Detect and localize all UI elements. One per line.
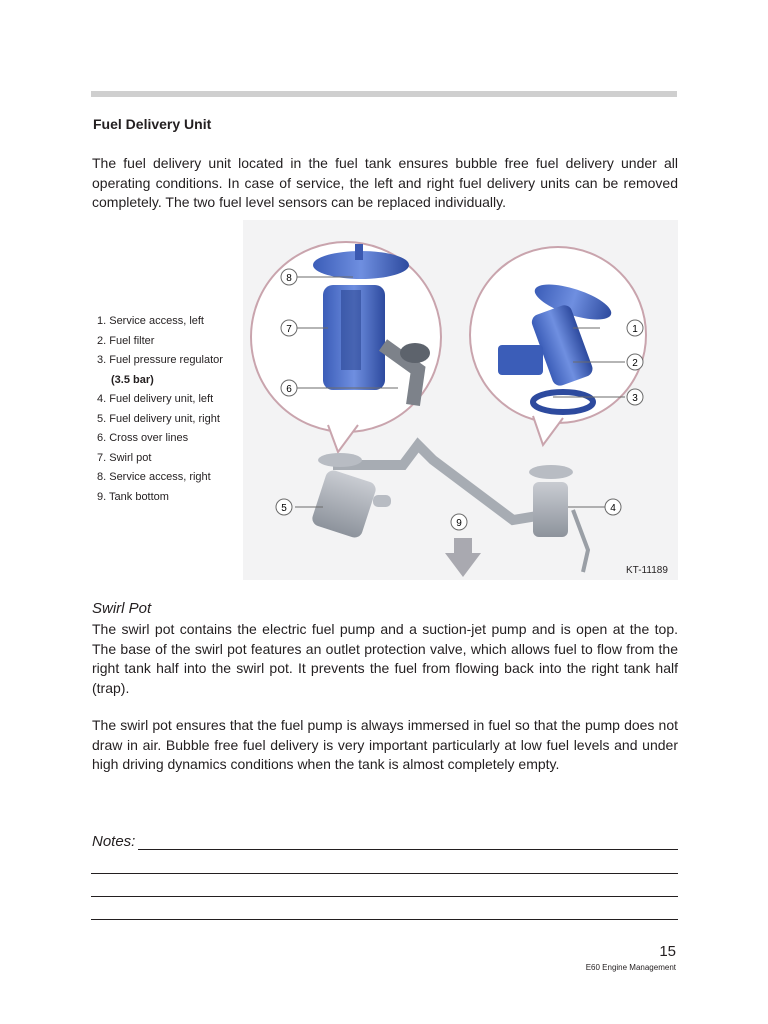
top-rule bbox=[91, 91, 677, 97]
notes-line bbox=[138, 849, 678, 850]
callout-6 bbox=[281, 380, 297, 396]
svg-text:3: 3 bbox=[632, 393, 638, 404]
intro-paragraph: The fuel delivery unit located in the fuel tank ensures bubble free fuel delivery under all operating conditions. In case of service, the left and right fuel delivery units can be removed completely. The two fuel level sensors can be replaced individually. bbox=[92, 155, 678, 210]
callout-8 bbox=[281, 269, 297, 285]
footer-title: E60 Engine Management bbox=[585, 963, 676, 972]
svg-text:2: 2 bbox=[632, 358, 638, 369]
legend-item: 9. Tank bottom bbox=[97, 490, 169, 503]
callout-1 bbox=[627, 320, 643, 336]
callout-4 bbox=[605, 499, 621, 515]
magnifier-left-unit bbox=[470, 247, 646, 445]
tank-bottom-arrow-icon bbox=[445, 538, 481, 577]
legend-item: 1. Service access, left bbox=[97, 315, 204, 327]
svg-text:9: 9 bbox=[456, 518, 462, 529]
svg-text:6: 6 bbox=[286, 384, 292, 395]
notes-line bbox=[91, 896, 678, 897]
notes-label: Notes: bbox=[92, 833, 136, 850]
illustration-svg bbox=[243, 220, 678, 580]
callout-7 bbox=[281, 320, 297, 336]
callout-2 bbox=[627, 354, 643, 370]
figure-legend bbox=[97, 312, 223, 507]
callout-5 bbox=[276, 499, 292, 515]
fuel-tank-assembly bbox=[310, 445, 588, 572]
notes-line bbox=[91, 919, 678, 920]
swirl-pot-paragraph-2: The swirl pot ensures that the fuel pump is always immersed in fuel so that the pump does not draw in air. Bubble free fuel delivery is very important particularly at low fuel levels and under high driving dynamics conditions when the tank is almost completely empty. bbox=[92, 717, 678, 772]
magnifier-right-unit bbox=[251, 242, 441, 452]
callout-3 bbox=[627, 389, 643, 405]
svg-text:1: 1 bbox=[632, 324, 638, 335]
section-heading: Fuel Delivery Unit bbox=[93, 116, 212, 132]
notes-line bbox=[91, 873, 678, 874]
legend-item: 6. Cross over lines bbox=[97, 432, 189, 444]
svg-text:7: 7 bbox=[286, 324, 292, 335]
svg-text:4: 4 bbox=[610, 503, 616, 514]
page-number: 15 bbox=[659, 943, 676, 960]
figure-code: KT-11189 bbox=[626, 565, 668, 576]
fuel-delivery-unit-illustration bbox=[243, 220, 678, 580]
legend-item: 3. Fuel pressure regulator bbox=[97, 354, 223, 366]
svg-text:8: 8 bbox=[286, 273, 292, 284]
legend-item: 5. Fuel delivery unit, right bbox=[97, 412, 220, 425]
swirl-pot-heading: Swirl Pot bbox=[92, 600, 152, 617]
legend-item: 8. Service access, right bbox=[97, 471, 211, 483]
legend-item: 7. Swirl pot bbox=[97, 451, 152, 464]
legend-item: 4. Fuel delivery unit, left bbox=[97, 393, 214, 405]
legend-item: 2. Fuel filter bbox=[97, 334, 155, 347]
svg-text:5: 5 bbox=[281, 503, 287, 514]
callout-9 bbox=[451, 514, 467, 530]
swirl-pot-paragraph-1: The swirl pot contains the electric fuel pump and a suction-jet pump and is open at the top. The base of the swirl pot features an outlet protection valve, which allows fuel to flow from the right tank half into the swirl pot. It prevents the fuel from flowing back into the right tank half (trap). bbox=[92, 621, 678, 696]
legend-item: (3.5 bar) bbox=[111, 373, 154, 386]
